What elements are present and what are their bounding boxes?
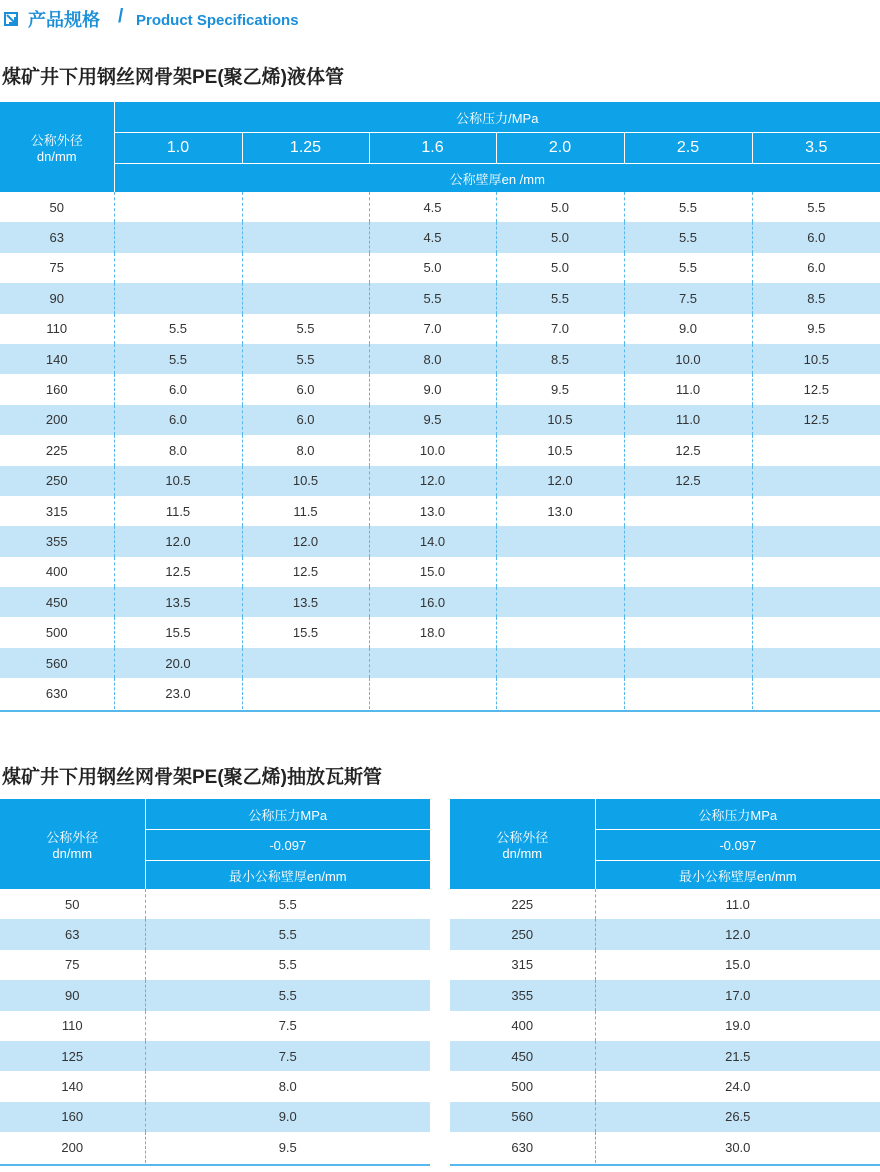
thickness-cell [752,587,880,617]
thickness-cell: 5.5 [145,950,430,980]
dn-cell: 160 [0,1102,145,1132]
thickness-header: 最小公称壁厚en/mm [595,861,880,890]
thickness-cell [114,222,242,252]
thickness-cell: 15.0 [369,557,496,587]
thickness-cell: 11.0 [624,405,752,435]
thickness-cell: 11.0 [624,374,752,404]
thickness-cell [242,222,369,252]
dn-header-line2: dn/mm [36,149,77,164]
thickness-cell: 9.0 [624,314,752,344]
thickness-cell: 17.0 [595,980,880,1010]
table-row [0,192,880,222]
dn-cell: 125 [0,1041,145,1071]
table2-title: 煤矿井下用钢丝网骨架PE(聚乙烯)抽放瓦斯管 [2,767,383,788]
table-row [0,648,880,678]
table-row [450,1011,880,1041]
thickness-cell [496,678,624,708]
thickness-cell [369,678,496,708]
thickness-cell [496,557,624,587]
thickness-cell: 9.5 [752,314,880,344]
table-row [0,405,880,435]
thickness-cell: 26.5 [595,1102,880,1132]
thickness-cell: 10.5 [496,405,624,435]
thickness-cell: 6.0 [752,222,880,252]
thickness-cell: 5.0 [369,253,496,283]
dn-cell: 75 [0,950,145,980]
table-row [0,587,880,617]
dn-header [0,799,145,889]
thickness-cell: 8.0 [242,435,369,465]
dn-cell: 315 [450,950,595,980]
gas-pipe-spec-table-right [450,799,880,1163]
table-row [0,617,880,647]
dn-cell: 140 [0,1071,145,1101]
thickness-cell: 5.5 [496,283,624,313]
pressure-column-header: 1.0 [114,133,242,164]
thickness-cell: 5.5 [145,980,430,1010]
dn-cell: 315 [0,496,114,526]
table-row [0,222,880,252]
thickness-cell: 8.5 [752,283,880,313]
thickness-cell: 15.5 [242,617,369,647]
thickness-cell: 10.0 [624,344,752,374]
thickness-cell: 5.0 [496,253,624,283]
dn-cell: 560 [450,1102,595,1132]
pressure-value: -0.097 [145,830,430,861]
thickness-cell: 15.0 [595,950,880,980]
table-row [0,526,880,556]
table-row [0,466,880,496]
table-row [0,557,880,587]
pressure-column-header: 1.6 [369,133,496,164]
table-row [0,980,430,1010]
dn-header-line1: 公称外径 [496,830,549,845]
table-row [0,344,880,374]
thickness-cell: 19.0 [595,1011,880,1041]
dn-cell: 200 [0,1132,145,1162]
table1-bottom-line [0,710,880,712]
dn-cell: 250 [0,466,114,496]
dn-cell: 500 [0,617,114,647]
table2-left-bottom-line [0,1164,430,1166]
dn-header-line2: dn/mm [502,846,543,861]
thickness-cell: 8.0 [145,1071,430,1101]
thickness-cell: 5.0 [496,222,624,252]
thickness-cell: 12.0 [595,919,880,949]
thickness-cell [114,283,242,313]
dn-cell: 75 [0,253,114,283]
thickness-cell [369,648,496,678]
thickness-cell: 12.5 [624,466,752,496]
dn-cell: 63 [0,222,114,252]
dn-cell: 90 [0,283,114,313]
thickness-cell: 12.0 [496,466,624,496]
thickness-cell: 11.5 [242,496,369,526]
table-row [0,435,880,465]
table-row [450,1132,880,1162]
dn-cell: 90 [0,980,145,1010]
table-row [450,980,880,1010]
thickness-cell: 12.5 [752,374,880,404]
thickness-cell: 9.5 [496,374,624,404]
header-slash: / [118,6,124,27]
table-row [0,253,880,283]
table-row [0,678,880,708]
thickness-cell: 5.5 [624,192,752,222]
table-row [0,374,880,404]
dn-cell: 225 [450,889,595,919]
thickness-cell [114,253,242,283]
dn-header-line2: dn/mm [52,846,93,861]
pressure-value: -0.097 [595,830,880,861]
thickness-cell: 13.0 [369,496,496,526]
thickness-cell [752,678,880,708]
thickness-cell: 10.5 [114,466,242,496]
table-row [450,1102,880,1132]
table-row [450,1041,880,1071]
table-row [450,889,880,919]
table-row [450,1071,880,1101]
thickness-cell: 5.5 [145,889,430,919]
thickness-cell: 7.0 [496,314,624,344]
dn-cell: 400 [0,557,114,587]
thickness-cell: 5.5 [624,222,752,252]
thickness-cell [114,192,242,222]
thickness-cell [496,526,624,556]
thickness-cell: 6.0 [242,405,369,435]
thickness-cell: 6.0 [114,374,242,404]
thickness-cell [242,678,369,708]
thickness-cell: 8.0 [369,344,496,374]
dn-cell: 560 [0,648,114,678]
dn-cell: 450 [450,1041,595,1071]
thickness-cell: 9.5 [145,1132,430,1162]
thickness-cell: 5.5 [145,919,430,949]
thickness-cell: 7.5 [145,1041,430,1071]
thickness-cell [242,648,369,678]
thickness-cell [242,253,369,283]
dn-cell: 400 [450,1011,595,1041]
thickness-cell: 5.5 [242,344,369,374]
thickness-cell: 12.0 [114,526,242,556]
thickness-cell: 5.5 [369,283,496,313]
thickness-cell: 12.5 [752,405,880,435]
thickness-cell: 5.5 [114,314,242,344]
dn-cell: 355 [450,980,595,1010]
thickness-cell: 9.0 [369,374,496,404]
table-row [0,950,430,980]
thickness-cell: 12.5 [624,435,752,465]
thickness-header: 最小公称壁厚en/mm [145,861,430,890]
thickness-cell: 13.5 [242,587,369,617]
thickness-cell: 24.0 [595,1071,880,1101]
thickness-cell [752,557,880,587]
dn-header-line1: 公称外径 [46,830,99,845]
table1-title: 煤矿井下用钢丝网骨架PE(聚乙烯)液体管 [2,67,345,88]
table-row [0,496,880,526]
thickness-cell [242,283,369,313]
thickness-cell: 18.0 [369,617,496,647]
thickness-cell: 30.0 [595,1132,880,1162]
dn-cell: 50 [0,192,114,222]
thickness-cell: 13.5 [114,587,242,617]
thickness-cell: 5.5 [752,192,880,222]
thickness-cell: 10.5 [242,466,369,496]
thickness-cell: 11.0 [595,889,880,919]
dn-cell: 355 [0,526,114,556]
pressure-column-header: 3.5 [752,133,880,164]
thickness-cell [496,648,624,678]
table-row [0,919,430,949]
dn-cell: 500 [450,1071,595,1101]
dn-cell: 160 [0,374,114,404]
dn-cell: 140 [0,344,114,374]
thickness-cell: 6.0 [114,405,242,435]
thickness-cell: 12.5 [242,557,369,587]
dn-cell: 200 [0,405,114,435]
thickness-cell: 4.5 [369,222,496,252]
header-title-en: Product Specifications [136,12,299,29]
table-row [450,950,880,980]
thickness-cell: 10.5 [496,435,624,465]
thickness-cell: 23.0 [114,678,242,708]
thickness-cell [624,496,752,526]
thickness-cell [624,587,752,617]
thickness-cell: 14.0 [369,526,496,556]
header-title-cn: 产品规格 [28,10,100,30]
table-row [0,283,880,313]
thickness-cell: 12.0 [242,526,369,556]
thickness-cell: 9.5 [369,405,496,435]
dn-cell: 630 [450,1132,595,1162]
thickness-cell [624,648,752,678]
thickness-cell: 10.5 [752,344,880,374]
thickness-cell: 8.5 [496,344,624,374]
table-row [0,1102,430,1132]
thickness-cell: 12.0 [369,466,496,496]
table-row [0,314,880,344]
thickness-cell: 20.0 [114,648,242,678]
thickness-cell: 6.0 [752,253,880,283]
dn-cell: 250 [450,919,595,949]
pressure-header: 公称压力/MPa [114,102,880,133]
pressure-header: 公称压力MPa [595,799,880,830]
dn-header-line1: 公称外径 [30,133,83,148]
thickness-cell [624,678,752,708]
thickness-cell: 8.0 [114,435,242,465]
thickness-cell [752,435,880,465]
thickness-cell [752,526,880,556]
thickness-cell: 15.5 [114,617,242,647]
thickness-cell [242,192,369,222]
dn-header [450,799,595,889]
thickness-cell [752,466,880,496]
thickness-cell [752,648,880,678]
thickness-cell: 4.5 [369,192,496,222]
dn-cell: 450 [0,587,114,617]
dn-header [0,102,114,192]
thickness-cell: 12.5 [114,557,242,587]
thickness-cell: 6.0 [242,374,369,404]
thickness-cell: 21.5 [595,1041,880,1071]
table-row [0,1071,430,1101]
thickness-header: 公称壁厚en /mm [114,164,880,193]
thickness-cell: 5.5 [114,344,242,374]
pressure-column-header: 1.25 [242,133,369,164]
table-row [0,1041,430,1071]
thickness-cell: 5.5 [624,253,752,283]
table-row [0,1132,430,1162]
thickness-cell [624,526,752,556]
dn-cell: 630 [0,678,114,708]
thickness-cell [752,496,880,526]
dn-cell: 110 [0,314,114,344]
table2-right-bottom-line [450,1164,880,1166]
dn-cell: 110 [0,1011,145,1041]
liquid-pipe-spec-table [0,102,880,709]
pressure-column-header: 2.5 [624,133,752,164]
table-row [0,889,430,919]
thickness-cell: 5.0 [496,192,624,222]
thickness-cell [752,617,880,647]
dn-cell: 225 [0,435,114,465]
thickness-cell: 7.0 [369,314,496,344]
arrow-box-icon [4,12,18,26]
thickness-cell [624,557,752,587]
thickness-cell: 7.5 [624,283,752,313]
dn-cell: 63 [0,919,145,949]
dn-cell: 50 [0,889,145,919]
thickness-cell [496,587,624,617]
thickness-cell: 5.5 [242,314,369,344]
thickness-cell: 16.0 [369,587,496,617]
thickness-cell: 13.0 [496,496,624,526]
table-row [0,1011,430,1041]
pressure-header: 公称压力MPa [145,799,430,830]
table-row [450,919,880,949]
gas-pipe-spec-table-left [0,799,430,1163]
thickness-cell: 7.5 [145,1011,430,1041]
thickness-cell: 9.0 [145,1102,430,1132]
thickness-cell: 11.5 [114,496,242,526]
thickness-cell [496,617,624,647]
section-header [0,4,880,36]
thickness-cell: 10.0 [369,435,496,465]
pressure-column-header: 2.0 [496,133,624,164]
thickness-cell [624,617,752,647]
